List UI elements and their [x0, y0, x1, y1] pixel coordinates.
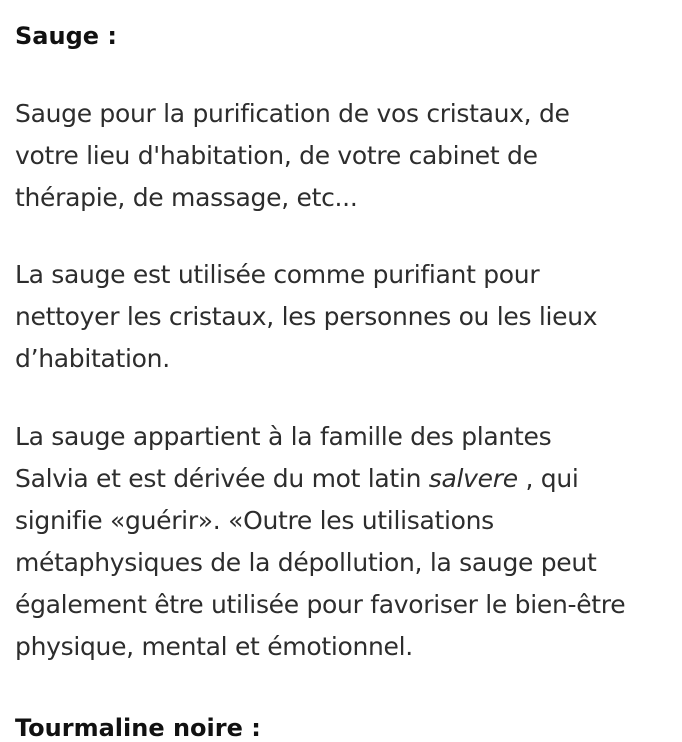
- paragraph-line: Sauge pour la purification de vos cristaux, de: [15, 99, 570, 128]
- paragraph-line: thérapie, de massage, etc...: [15, 183, 358, 212]
- paragraph-purification: [15, 93, 570, 219]
- text-segment: Salvia et est dérivée du mot latin: [15, 464, 429, 493]
- paragraph-origin: [15, 416, 625, 668]
- paragraph-line: métaphysiques de la dépollution, la sauge peut: [15, 548, 597, 577]
- section-heading-sauge: Sauge :: [15, 22, 117, 50]
- paragraph-line: signifie «guérir». «Outre les utilisations: [15, 506, 494, 535]
- text-segment: , qui: [517, 464, 579, 493]
- paragraph-line: d’habitation.: [15, 344, 170, 373]
- paragraph-usage: [15, 254, 597, 380]
- section-heading-tourmaline: Tourmaline noire :: [15, 714, 261, 742]
- paragraph-line: votre lieu d'habitation, de votre cabinet de: [15, 141, 538, 170]
- paragraph-line: La sauge appartient à la famille des plantes: [15, 422, 552, 451]
- paragraph-line: nettoyer les cristaux, les personnes ou les lieux: [15, 302, 598, 331]
- paragraph-line-with-italic: [15, 458, 625, 500]
- paragraph-line: également être utilisée pour favoriser le bien-être: [15, 590, 626, 619]
- paragraph-line: physique, mental et émotionnel.: [15, 632, 413, 661]
- paragraph-line: La sauge est utilisée comme purifiant pour: [15, 260, 540, 289]
- latin-word: salvere: [428, 464, 518, 493]
